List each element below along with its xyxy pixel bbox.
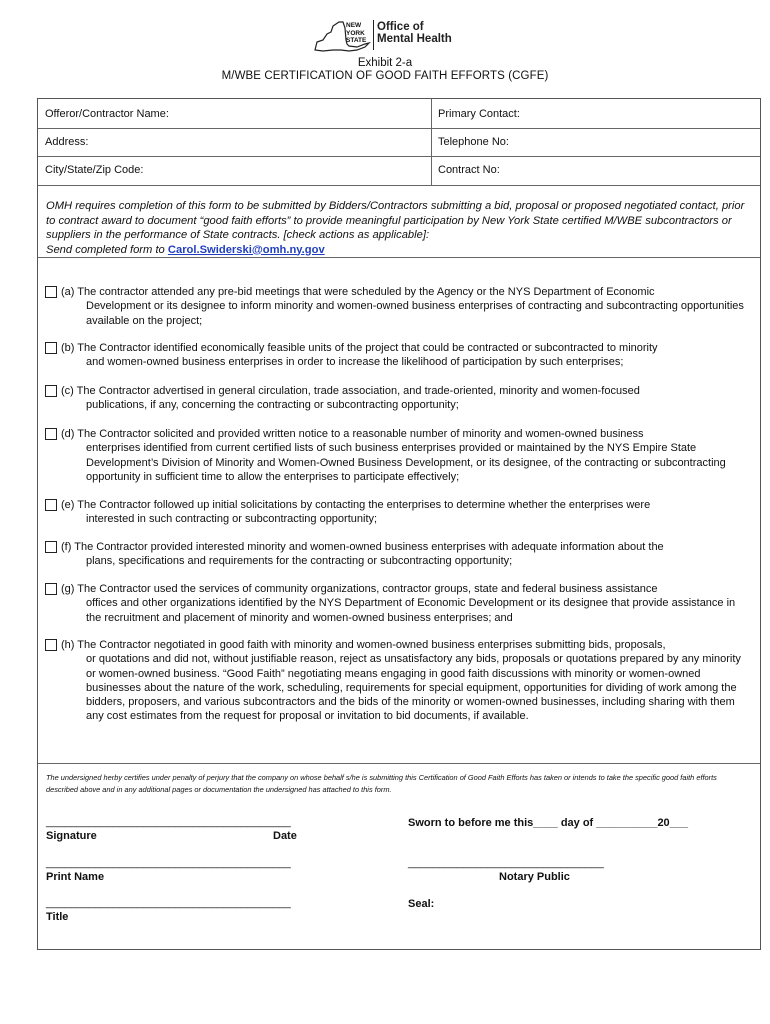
checkbox-c[interactable] (45, 385, 57, 397)
item-a-first-line: (a) The contractor attended any pre-bid meetings that were scheduled by the Agency or the NYS Department of Economic (61, 286, 655, 298)
checklist-item-f (45, 540, 745, 569)
intro-divider (38, 257, 760, 258)
logo-office-text (377, 21, 452, 45)
checklist-item-g (45, 582, 745, 625)
signature-line[interactable]: ________________________________________ (46, 816, 291, 828)
logo-state-text (346, 22, 366, 45)
certification-statement: The undersigned herby certifies under penalty of perjury that the company on whose behalf s/he is submitting this Certification of Good Faith Efforts has taken or intends to take the specific good faith efforts described above and in any additional pages or documentation the undersigned has attached to this form. (46, 773, 717, 794)
checkbox-g[interactable] (45, 583, 57, 595)
notary-public-label: Notary Public (499, 871, 570, 883)
checkbox-f[interactable] (45, 541, 57, 553)
item-h-rest: or quotations and did not, without justifiable reason, reject as unsatisfactory any bids, proposals or quotations prepared by any minority or women-owned business. “Good Faith” negotiating means engaging in good faith discussions with minority or women-owned businesses about the nature of the work, scheduling, requirements for special equipment, opportunities for dividing of work among the bidders, proposers, and various subcontractors and the bids of the minority or women-owned businesses, including sharing with them any cost estimates from the request for proposal or invitation to bid documents, if available. (86, 653, 741, 723)
item-c-rest: publications, if any, concerning the contracting or subcontracting opportunity; (86, 399, 459, 412)
checklist-item-d (45, 427, 745, 484)
seal-label: Seal: (408, 898, 435, 910)
item-b-rest: and women-owned business enterprises in order to increase the likelihood of participation by such enterprises; (86, 356, 624, 369)
certification-divider (38, 763, 760, 764)
item-b-first-line: (b) The Contractor identified economically feasible units of the project that could be contracted or subcontracted to minority (61, 342, 658, 354)
item-d-rest: enterprises identified from current certified lists of such business enterprises provided or maintained by the NYS Empire State Development’s Division of Minority and Women-Owned Business Development, or its designee, of the contracting or subcontracting opportunity in sufficient time to allow the enterprises to participate effectively; (86, 442, 726, 483)
grid-row-line (38, 185, 760, 186)
item-d-first-line: (d) The Contractor solicited and provided written notice to a reasonable number of minority and women-owned business (61, 428, 644, 440)
intro-text: OMH requires completion of this form to be submitted by Bidders/Contractors submitting a bid, proposal or proposed negotiated contact, prior to contract award to document “good faith efforts” to provide meaningful participation by New York State certified M/WBE subcontractors or suppliers in the performance of State contracts. [check actions as applicable]: (46, 200, 745, 241)
date-label: Date (273, 830, 297, 842)
intro-instructions (46, 199, 746, 257)
grid-row-line (38, 128, 760, 129)
grid-row-line (38, 156, 760, 157)
grid-divider-vertical (431, 99, 432, 185)
telephone-field[interactable]: Telephone No: (438, 136, 509, 148)
notary-line[interactable]: ________________________________ (408, 857, 604, 869)
logo-office-line1: Office of (377, 21, 424, 33)
checklist-item-a (45, 285, 745, 328)
title-label: Title (46, 911, 69, 923)
omh-logo (313, 18, 463, 54)
city-state-zip-field[interactable]: City/State/Zip Code: (45, 164, 144, 176)
item-c-first-line: (c) The Contractor advertised in general circulation, trade association, and trade-oriented, minority and women-focused (61, 385, 640, 397)
checklist-item-b (45, 341, 745, 370)
address-field[interactable]: Address: (45, 136, 89, 148)
checkbox-b[interactable] (45, 342, 57, 354)
print-name-label: Print Name (46, 871, 105, 883)
item-f-first-line: (f) The Contractor provided interested minority and women-owned business enterprises with adequate information about the (61, 541, 664, 553)
signature-label: Signature (46, 830, 97, 842)
logo-state-line1: NEW (346, 22, 362, 29)
cgfe-form (37, 98, 761, 950)
contract-number-field[interactable]: Contract No: (438, 164, 500, 176)
checkbox-h[interactable] (45, 639, 57, 651)
item-e-first-line: (e) The Contractor followed up initial solicitations by contacting the enterprises to determine whether the enterprises were (61, 499, 651, 511)
checkbox-e[interactable] (45, 499, 57, 511)
item-e-rest: interested in such contracting or subcontracting opportunity; (86, 513, 378, 526)
item-g-rest: offices and other organizations identified by the NYS Department of Economic Development or its designee that provide assistance in the recruitment and placement of minority and women-owned business enterprises; and (86, 597, 736, 624)
sworn-statement[interactable]: Sworn to before me this____ day of __________20___ (408, 817, 689, 829)
item-h-first-line: (h) The Contractor negotiated in good faith with minority and women-owned business enterprises submitting bids, proposals, (61, 639, 666, 651)
logo-state-line2: YORK (346, 29, 365, 37)
item-g-first-line: (g) The Contractor used the services of community organizations, contractor groups, state and federal business assistance (61, 583, 658, 595)
send-prefix: Send completed form to (46, 243, 168, 256)
form-title: M/WBE CERTIFICATION OF GOOD FAITH EFFORTS (CGFE) (221, 70, 549, 82)
logo-divider (373, 20, 374, 50)
checklist-item-h (45, 638, 745, 724)
checkbox-a[interactable] (45, 286, 57, 298)
print-name-line[interactable]: ________________________________________ (46, 857, 291, 869)
item-f-rest: plans, specifications and requirements for the contracting or subcontracting opportunity; (86, 555, 513, 568)
offeror-name-field[interactable]: Offeror/Contractor Name: (45, 108, 169, 120)
checklist-item-c (45, 384, 745, 413)
item-a-rest: Development or its designee to inform minority and women-owned business enterprises of contracting and subcontracting opportunities available on the project; (86, 300, 744, 327)
checklist-item-e (45, 498, 745, 527)
exhibit-label: Exhibit 2-a (357, 57, 413, 69)
checkbox-d[interactable] (45, 428, 57, 440)
email-link[interactable]: Carol.Swiderski@omh.ny.gov (167, 243, 325, 256)
logo-state-line3: STATE (346, 37, 367, 44)
title-line[interactable]: ________________________________________ (46, 897, 291, 909)
primary-contact-field[interactable]: Primary Contact: (438, 108, 520, 120)
logo-office-line2: Mental Health (377, 33, 452, 45)
